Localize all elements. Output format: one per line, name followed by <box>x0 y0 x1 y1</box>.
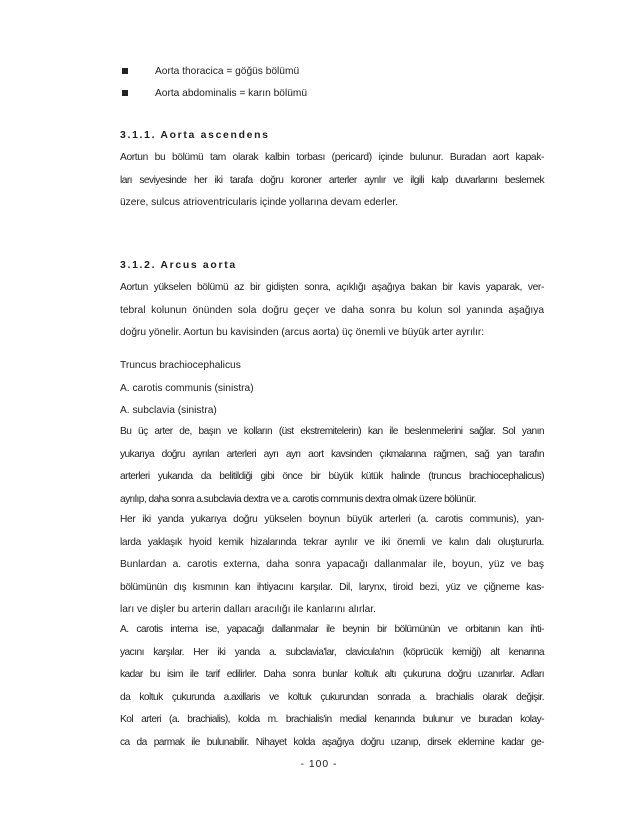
page-number: - 100 - <box>300 759 338 770</box>
artery-list <box>120 355 544 423</box>
paragraph-carotis-interna <box>120 619 544 754</box>
text-line: da koltuk çukurunda a.axillaris ve koltuk çukurundan sonrada a. brachialis olarak değişir. <box>120 691 544 703</box>
text-line: ları ve dişler bu arterin dalları aracılığı ile kanlarını alırlar. <box>120 604 376 615</box>
text-line: yacını karşılar. Her iki yanda a. subclavia'lar, clavicula'nın (köprücük kemiği) alt kenarına <box>120 646 544 658</box>
square-bullet-icon <box>122 68 128 74</box>
paragraph-aorta-ascendens <box>120 147 544 215</box>
text-line: üzere, sulcus atrioventricularis içinde yollarına devam ederler. <box>120 197 399 208</box>
section-heading-arcus-aorta: 3.1.2. Arcus aorta <box>120 260 237 271</box>
text-line: Bu üç arter de, başın ve kolların (üst ekstremitelerin) kan ile beslenmelerini sağlar. Sol yanın <box>120 426 544 437</box>
text-line: Kol arteri (a. brachialis), kolda m. brachialis'in medial kenarında bulunur ve buradan kolay- <box>120 714 544 725</box>
bullet-text: Aorta abdominalis = karın bölümü <box>155 87 308 99</box>
text-line: ca da parmak ile bulunabilir. Nihayet kolda aşağıya doğru uzanıp, dirsek eklemine kadar ge- <box>120 736 544 748</box>
bullet-item <box>121 82 541 104</box>
text-line: Bunlardan a. carotis externa, daha sonra yapacağı dallanmalar ile, boyun, yüz ve baş <box>120 559 544 570</box>
bullet-text: Aorta thoracica = göğüs bölümü <box>155 65 300 77</box>
section-heading-aorta-ascendens: 3.1.1. Aorta ascendens <box>120 130 270 141</box>
text-line: doğru yönelir. Aortun bu kavisinden (arcus aorta) üç önemli ve büyük arter ayrılır: <box>120 327 485 338</box>
text-line: Aortun bu bölümü tam olarak kalbin torbası (pericard) içinde bulunur. Buradan aort kapak- <box>120 152 544 163</box>
text-line: Her iki yanda yukarıya doğru yükselen boynun büyük arterleri (a. carotis communis), yan- <box>120 514 544 525</box>
square-bullet-icon <box>122 90 128 96</box>
text-line: tebral kolunun önünden sola doğru geçer ve daha sonra bu kolun sol yanında aşağıya <box>120 304 544 316</box>
artery-list-item: A. carotis communis (sinistra) <box>120 382 254 394</box>
artery-list-item: Truncus brachiocephalicus <box>120 360 241 371</box>
paragraph-arcus-intro <box>120 277 544 345</box>
text-line: A. carotis interna ise, yapacağı dallanmalar ile beynin bir bölümünün ve orbitanın kan ihti- <box>120 624 544 635</box>
text-line: kadar bu isim ile tarif edilirler. Daha sonra bunlar koltuk altı çukuruna doğru uzanırlar. Adları <box>120 669 544 680</box>
text-line: Aortun yükselen bölümü az bir gidişten sonra, açıklığı aşağıya bakan bir kavis yaparak, ver- <box>120 282 544 293</box>
text-line: ayrılıp, daha sonra a.subclavia dextra ve a. carotis communis dextra olmak üzere bölünür. <box>120 493 476 505</box>
text-line: ları seviyesinde her iki tarafa doğru koroner arterler ayrılır ve ilgili kalp duvarlarını beslemek <box>120 174 544 186</box>
paragraph-carotis-communis <box>120 509 544 622</box>
text-line: larda yaklaşık hyoid kemik hizalarında tekrar ayrılır ve iki önemli ve kalın dalı oluştururla. <box>120 536 544 548</box>
text-line: bölümünün dış kısmının kan ihtiyacını karşılar. Dil, larynx, tiroid bezi, yüz ve çiğneme kas- <box>120 581 544 593</box>
bullet-list <box>121 60 541 104</box>
text-line: arterleri yukarıda da belitildiği gibi önce bir büyük kütük halinde (truncus brachiocephalicus) <box>120 471 544 482</box>
bullet-item <box>121 60 541 82</box>
artery-list-item: A. subclavia (sinistra) <box>120 405 217 416</box>
paragraph-arcus-branches <box>120 421 544 511</box>
text-line: yukarıya doğru ayrılan arterleri ayrı ayrı aort kavsinden çıkmalarına rağmen, sağ yan tarafın <box>120 448 544 460</box>
